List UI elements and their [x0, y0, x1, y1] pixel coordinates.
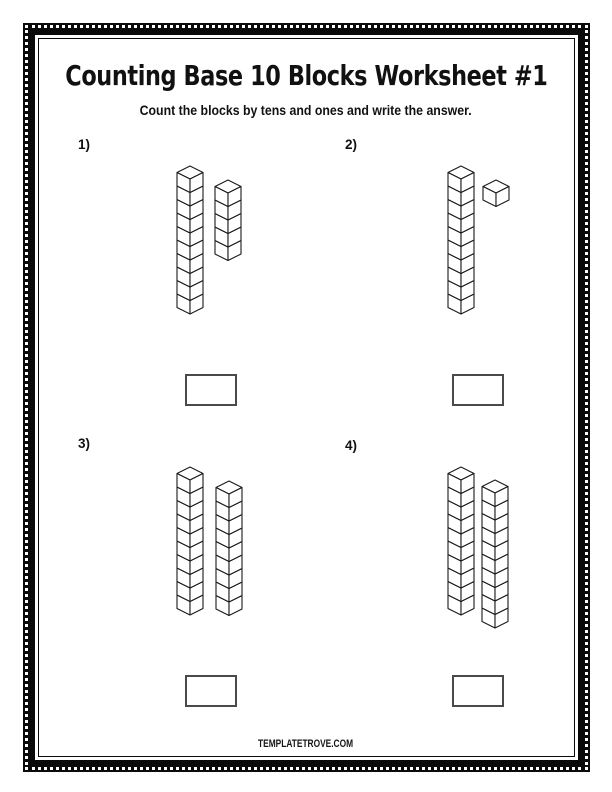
- answer-box-2[interactable]: [452, 374, 504, 406]
- problem-4-number: 4): [345, 438, 358, 453]
- footer-watermark: [0, 738, 612, 750]
- page-title-text: Counting Base 10 Blocks Worksheet #1: [64, 58, 548, 92]
- problem-3-number: 3): [78, 436, 91, 451]
- footer-text: TEMPLATETROVE.COM: [258, 738, 354, 750]
- answer-box-4[interactable]: [452, 675, 504, 707]
- instruction-text-inner: Count the blocks by tens and ones and write the answer.: [139, 102, 473, 118]
- problem-2-number: 2): [345, 137, 358, 152]
- answer-box-1[interactable]: [185, 374, 237, 406]
- answer-box-3[interactable]: [185, 675, 237, 707]
- problem-1-number: 1): [78, 137, 91, 152]
